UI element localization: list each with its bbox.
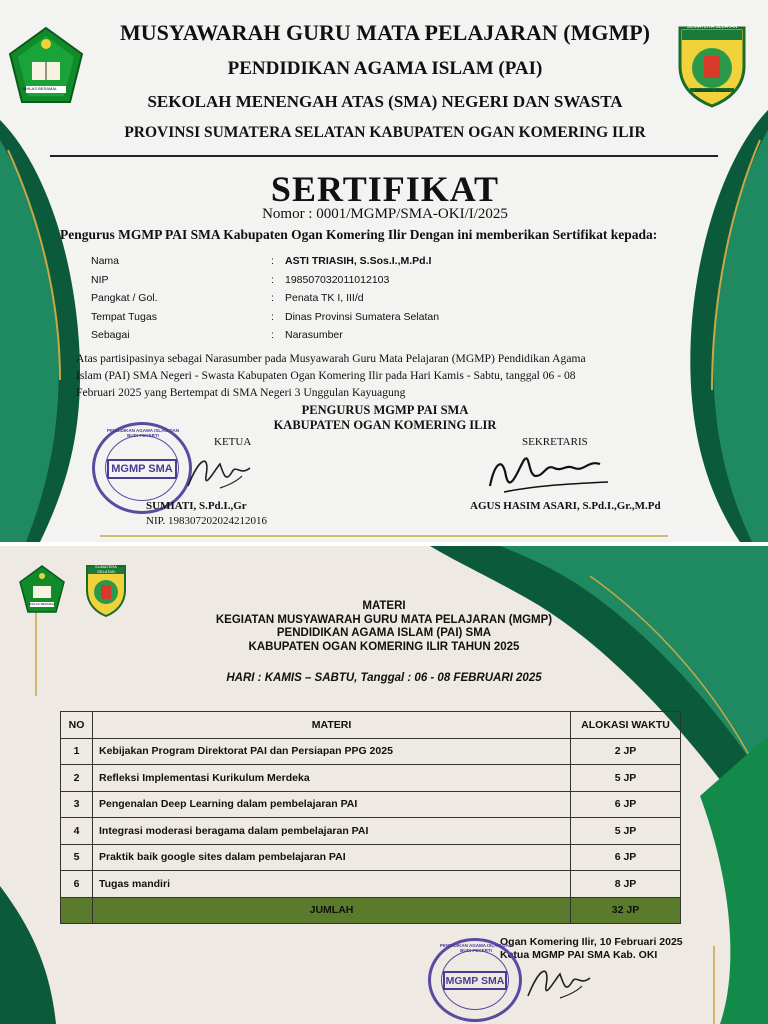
materi-title-block xyxy=(100,600,668,654)
sumsel-logo-bottom-text: BERSATU TEGUH xyxy=(695,88,729,93)
sumsel-logo-top-text: SUMATERA SELATAN xyxy=(686,24,738,30)
body-line-3: Februari 2025 yang Bertempat di SMA Negeri 3 Unggulan Kayuagung xyxy=(76,386,406,399)
cell-materi: Tugas mandiri xyxy=(93,871,571,898)
ketua-label: KETUA xyxy=(214,436,252,448)
cell-waktu: 6 JP xyxy=(571,844,681,871)
cell-waktu: 6 JP xyxy=(571,791,681,818)
header-line-4: PROVINSI SUMATERA SELATAN KABUPATEN OGAN KOMERING ILIR xyxy=(124,124,646,141)
kemenag-logo-text: IKHLAS BERAMAL xyxy=(22,86,58,91)
col-header-no: NO xyxy=(61,712,93,739)
field-value: Narasumber xyxy=(285,329,343,342)
field-label: Nama xyxy=(91,255,120,267)
certificate-title: SERTIFIKAT xyxy=(270,169,500,209)
field-row xyxy=(91,326,439,345)
cell-total-label: JUMLAH xyxy=(93,897,571,924)
ketua-nip: NIP. 198307202024212016 xyxy=(146,515,268,527)
body-line-2: Islam (PAI) SMA Negeri - Swasta Kabupaten Ogan Komering Ilir pada Hari Kamis - Sabtu, tanggal 06 - 08 xyxy=(76,369,576,382)
stamp-ring-text: PENDIDIKAN AGAMA ISLAM DAN BUDI PEKERTI xyxy=(439,943,513,953)
cell-materi: Praktik baik google sites dalam pembelajaran PAI xyxy=(93,844,571,871)
kemenag-logo-small-text: IKHLAS BERAMAL xyxy=(29,602,55,606)
field-label: Pangkat / Gol. xyxy=(91,292,158,305)
table-row xyxy=(61,791,681,818)
col-header-materi: MATERI xyxy=(93,712,571,739)
materi-signature xyxy=(520,956,600,1006)
ketua-name: SUMIATI, S.Pd.I.,Gr xyxy=(146,500,247,512)
stamp-label: MGMP SMA xyxy=(443,971,507,990)
stamp-label: MGMP SMA xyxy=(107,459,177,479)
sekretaris-signature xyxy=(484,446,624,502)
cell-waktu: 8 JP xyxy=(571,871,681,898)
table-row xyxy=(61,818,681,845)
materi-title-3: PENDIDIKAN AGAMA ISLAM (PAI) SMA xyxy=(276,627,492,639)
table-row xyxy=(61,871,681,898)
cell-materi: Refleksi Implementasi Kurikulum Merdeka xyxy=(93,765,571,792)
cell-waktu: 5 JP xyxy=(571,765,681,792)
field-row xyxy=(91,252,439,271)
field-label: NIP xyxy=(91,273,109,286)
header-line-1: MUSYAWARAH GURU MATA PELAJARAN (MGMP) xyxy=(119,20,650,45)
field-value: Dinas Provinsi Sumatera Selatan xyxy=(285,310,440,323)
materi-title-2: KEGIATAN MUSYAWARAH GURU MATA PELAJARAN (MGMP) xyxy=(215,613,553,626)
recipient-fields xyxy=(91,252,439,345)
sekretaris-label: SEKRETARIS xyxy=(522,436,588,448)
sign-role: Ketua MGMP PAI SMA Kab. OKI xyxy=(500,949,658,961)
body-line-1: Atas partisipasinya sebagai Narasumber pada Musyawarah Guru Mata Pelajaran (MGMP) Pendidikan Agama xyxy=(76,352,586,365)
materi-title-1: MATERI xyxy=(362,600,406,612)
header-line-2: PENDIDIKAN AGAMA ISLAM (PAI) xyxy=(227,58,543,79)
col-header-alokasi: ALOKASI WAKTU xyxy=(571,712,681,739)
field-colon: : xyxy=(271,273,274,286)
kemenag-logo xyxy=(8,26,84,106)
cell-no: 6 xyxy=(61,871,93,898)
field-row xyxy=(91,271,439,290)
certificate-intro: Pengurus MGMP PAI SMA Kabupaten Ogan Komering Ilir Dengan ini memberikan Sertifikat kepada: xyxy=(60,227,658,242)
kemenag-logo-small xyxy=(18,564,66,616)
cell-total-value: 32 JP xyxy=(571,897,681,924)
field-value: ASTI TRIASIH, S.Sos.I.,M.Pd.I xyxy=(285,255,432,267)
org-line-2: KABUPATEN OGAN KOMERING ILIR xyxy=(273,418,497,432)
sumsel-logo-small-text: SUMATERA SELATAN xyxy=(95,564,117,574)
table-row xyxy=(61,738,681,765)
field-label: Sebagai xyxy=(91,329,130,342)
cell-no: 2 xyxy=(61,765,93,792)
sekretaris-name: AGUS HASIM ASARI, S.Pd.I.,Gr.,M.Pd xyxy=(470,500,661,512)
cell-no: 1 xyxy=(61,738,93,765)
field-colon: : xyxy=(271,255,274,267)
cell-total-empty xyxy=(61,897,93,924)
cell-materi: Pengenalan Deep Learning dalam pembelajaran PAI xyxy=(93,791,571,818)
table-total-row xyxy=(61,897,681,924)
cell-materi: Kebijakan Program Direktorat PAI dan Persiapan PPG 2025 xyxy=(93,738,571,765)
cell-no: 5 xyxy=(61,844,93,871)
field-label: Tempat Tugas xyxy=(91,310,157,323)
field-row xyxy=(91,289,439,308)
org-line-1: PENGURUS MGMP PAI SMA xyxy=(301,403,469,417)
certificate-number: Nomor : 0001/MGMP/SMA-OKI/I/2025 xyxy=(262,206,508,222)
table-header-row xyxy=(61,712,681,739)
table-row xyxy=(61,765,681,792)
ketua-signature xyxy=(180,446,260,496)
table-row xyxy=(61,844,681,871)
field-value: Penata TK I, III/d xyxy=(285,292,364,305)
mgmp-stamp-materi xyxy=(428,938,522,1022)
stamp-ring-text: PENDIDIKAN AGAMA ISLAM DAN BUDI PEKERTI xyxy=(106,428,180,438)
cell-no: 4 xyxy=(61,818,93,845)
materi-title-4: KABUPATEN OGAN KOMERING ILIR TAHUN 2025 xyxy=(248,640,520,653)
header-line-3: SEKOLAH MENENGAH ATAS (SMA) NEGERI DAN SWASTA xyxy=(147,92,623,111)
cell-waktu: 5 JP xyxy=(571,818,681,845)
field-row xyxy=(91,308,439,327)
materi-table xyxy=(60,711,681,924)
field-colon: : xyxy=(271,310,274,323)
cell-no: 3 xyxy=(61,791,93,818)
field-value: 198507032011012103 xyxy=(285,273,390,286)
cell-waktu: 2 JP xyxy=(571,738,681,765)
materi-panel xyxy=(0,546,768,1024)
sign-place-date: Ogan Komering Ilir, 10 Februari 2025 xyxy=(500,936,683,948)
certificate-body xyxy=(76,350,706,401)
materi-day: HARI : KAMIS – SABTU, Tanggal : 06 - 08 FEBRUARI 2025 xyxy=(226,672,542,684)
cell-materi: Integrasi moderasi beragama dalam pembelajaran PAI xyxy=(93,818,571,845)
field-colon: : xyxy=(271,329,274,342)
field-colon: : xyxy=(271,292,274,305)
